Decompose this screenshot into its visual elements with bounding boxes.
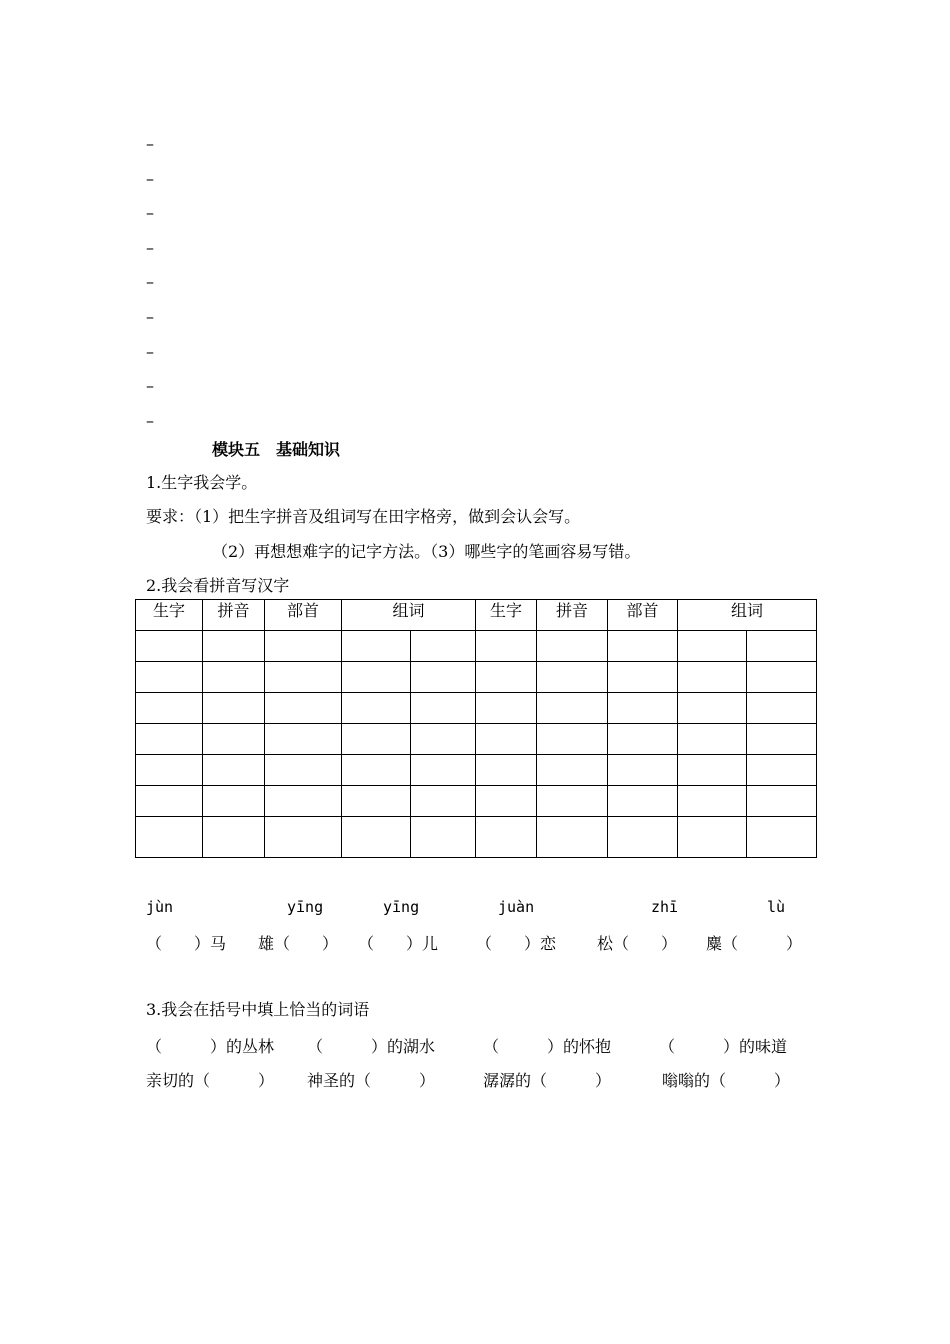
table-cell[interactable] <box>411 755 476 786</box>
table-row <box>136 631 817 662</box>
table-cell[interactable] <box>342 693 411 724</box>
fill-blank[interactable]: （ ）的丛林 <box>146 1037 275 1056</box>
table-cell[interactable] <box>537 786 608 817</box>
table-cell[interactable] <box>476 724 537 755</box>
fill-blank[interactable]: （ ）的味道 <box>659 1037 788 1056</box>
table-cell[interactable] <box>747 693 817 724</box>
table-cell[interactable] <box>411 631 476 662</box>
table-cell[interactable] <box>265 662 342 693</box>
table-cell[interactable] <box>342 817 411 858</box>
table-cell[interactable] <box>203 631 265 662</box>
fill-blank[interactable]: 潺潺的（ ） <box>483 1071 612 1090</box>
table-cell[interactable] <box>537 755 608 786</box>
table-cell[interactable] <box>678 693 747 724</box>
table-cell[interactable] <box>136 693 203 724</box>
fill-blank[interactable]: （ ）的怀抱 <box>483 1037 612 1056</box>
table-cell[interactable] <box>411 662 476 693</box>
table-cell[interactable] <box>342 755 411 786</box>
pinyin-label: jùn <box>146 898 174 916</box>
table-cell[interactable] <box>476 662 537 693</box>
table-header-cell: 组词 <box>342 600 476 631</box>
dash-mark: – <box>146 134 154 153</box>
table-cell[interactable] <box>747 786 817 817</box>
table-cell[interactable] <box>537 724 608 755</box>
table-cell[interactable] <box>608 755 678 786</box>
table-cell[interactable] <box>411 724 476 755</box>
section3-heading: 3.我会在括号中填上恰当的词语 <box>146 1000 370 1019</box>
table-cell[interactable] <box>136 817 203 858</box>
table-cell[interactable] <box>678 662 747 693</box>
table-cell[interactable] <box>678 724 747 755</box>
pinyin-label: yīng <box>383 898 420 916</box>
pinyin-blank[interactable]: （ ）儿 <box>358 934 439 953</box>
table-cell[interactable] <box>136 631 203 662</box>
requirement-line-2: （2）再想想难字的记字方法。（3）哪些字的笔画容易写错。 <box>212 542 641 561</box>
table-header-cell: 部首 <box>608 600 678 631</box>
table-cell[interactable] <box>537 662 608 693</box>
table-cell[interactable] <box>411 693 476 724</box>
table-cell[interactable] <box>411 817 476 858</box>
table-cell[interactable] <box>411 786 476 817</box>
pinyin-blank[interactable]: （ ）马 <box>146 934 227 953</box>
fill-blank[interactable]: 嗡嗡的（ ） <box>662 1071 791 1090</box>
table-header-cell: 拼音 <box>537 600 608 631</box>
table-cell[interactable] <box>608 724 678 755</box>
table-header-cell: 生字 <box>136 600 203 631</box>
pinyin-blank[interactable]: 松（ ） <box>597 934 678 953</box>
table-row <box>136 693 817 724</box>
dash-mark: – <box>146 272 154 291</box>
table-cell[interactable] <box>608 693 678 724</box>
table-row <box>136 662 817 693</box>
section1-heading: 1.生字我会学。 <box>146 473 258 492</box>
table-cell[interactable] <box>203 693 265 724</box>
table-cell[interactable] <box>476 817 537 858</box>
pinyin-label: zhī <box>651 898 679 916</box>
table-cell[interactable] <box>203 786 265 817</box>
dash-mark: – <box>146 376 154 395</box>
table-cell[interactable] <box>265 755 342 786</box>
table-header-row <box>136 600 817 631</box>
module-title-part1: 模块五 <box>212 440 261 459</box>
table-row <box>136 817 817 858</box>
table-cell[interactable] <box>537 817 608 858</box>
table-cell[interactable] <box>203 724 265 755</box>
table-row <box>136 724 817 755</box>
table-row <box>136 755 817 786</box>
dash-mark: – <box>146 203 154 222</box>
table-cell[interactable] <box>608 817 678 858</box>
pinyin-blank[interactable]: （ ）恋 <box>476 934 557 953</box>
table-cell[interactable] <box>678 631 747 662</box>
table-cell[interactable] <box>342 786 411 817</box>
requirement-line: 要求：（1）把生字拼音及组词写在田字格旁，做到会认会写。 <box>146 507 581 526</box>
table-cell[interactable] <box>476 786 537 817</box>
pinyin-blank[interactable]: 麋（ ） <box>706 934 803 953</box>
dash-mark: – <box>146 411 154 430</box>
module-title <box>212 437 356 460</box>
table-header-cell: 部首 <box>265 600 342 631</box>
table-header-cell: 生字 <box>476 600 537 631</box>
table-cell[interactable] <box>747 755 817 786</box>
table-cell[interactable] <box>342 631 411 662</box>
table-cell[interactable] <box>136 755 203 786</box>
pinyin-blank[interactable]: 雄（ ） <box>258 934 339 953</box>
table-cell[interactable] <box>537 631 608 662</box>
table-cell[interactable] <box>203 755 265 786</box>
table-cell[interactable] <box>476 631 537 662</box>
pinyin-label: yīng <box>287 898 324 916</box>
table-cell[interactable] <box>342 662 411 693</box>
table-cell[interactable] <box>265 724 342 755</box>
section2-heading: 2.我会看拼音写汉字 <box>146 576 290 595</box>
table-cell[interactable] <box>203 817 265 858</box>
dash-mark: – <box>146 342 154 361</box>
table-cell[interactable] <box>608 662 678 693</box>
table-cell[interactable] <box>537 693 608 724</box>
table-header-cell: 拼音 <box>203 600 265 631</box>
table-cell[interactable] <box>136 662 203 693</box>
table-cell[interactable] <box>476 755 537 786</box>
table-cell[interactable] <box>747 817 817 858</box>
table-cell[interactable] <box>136 724 203 755</box>
fill-blank[interactable]: 亲切的（ ） <box>146 1071 275 1090</box>
dash-mark: – <box>146 307 154 326</box>
module-title-part2: 基础知识 <box>276 440 341 459</box>
table-cell[interactable] <box>608 631 678 662</box>
table-cell[interactable] <box>678 755 747 786</box>
table-cell[interactable] <box>747 724 817 755</box>
table-cell[interactable] <box>265 693 342 724</box>
fill-blank[interactable]: 神圣的（ ） <box>307 1071 436 1090</box>
table-cell[interactable] <box>136 786 203 817</box>
table-cell[interactable] <box>678 817 747 858</box>
character-table <box>135 599 817 858</box>
table-cell[interactable] <box>608 786 678 817</box>
table-cell[interactable] <box>265 817 342 858</box>
pinyin-label: lù <box>767 898 786 916</box>
dash-mark: – <box>146 169 154 188</box>
table-cell[interactable] <box>265 786 342 817</box>
table-cell[interactable] <box>265 631 342 662</box>
fill-blank[interactable]: （ ）的湖水 <box>307 1037 436 1056</box>
table-cell[interactable] <box>203 662 265 693</box>
table-cell[interactable] <box>747 631 817 662</box>
pinyin-label: juàn <box>498 898 535 916</box>
dash-mark: – <box>146 238 154 257</box>
table-header-cell: 组词 <box>678 600 817 631</box>
table-cell[interactable] <box>342 724 411 755</box>
table-cell[interactable] <box>747 662 817 693</box>
table-cell[interactable] <box>476 693 537 724</box>
table-cell[interactable] <box>678 786 747 817</box>
table-row <box>136 786 817 817</box>
